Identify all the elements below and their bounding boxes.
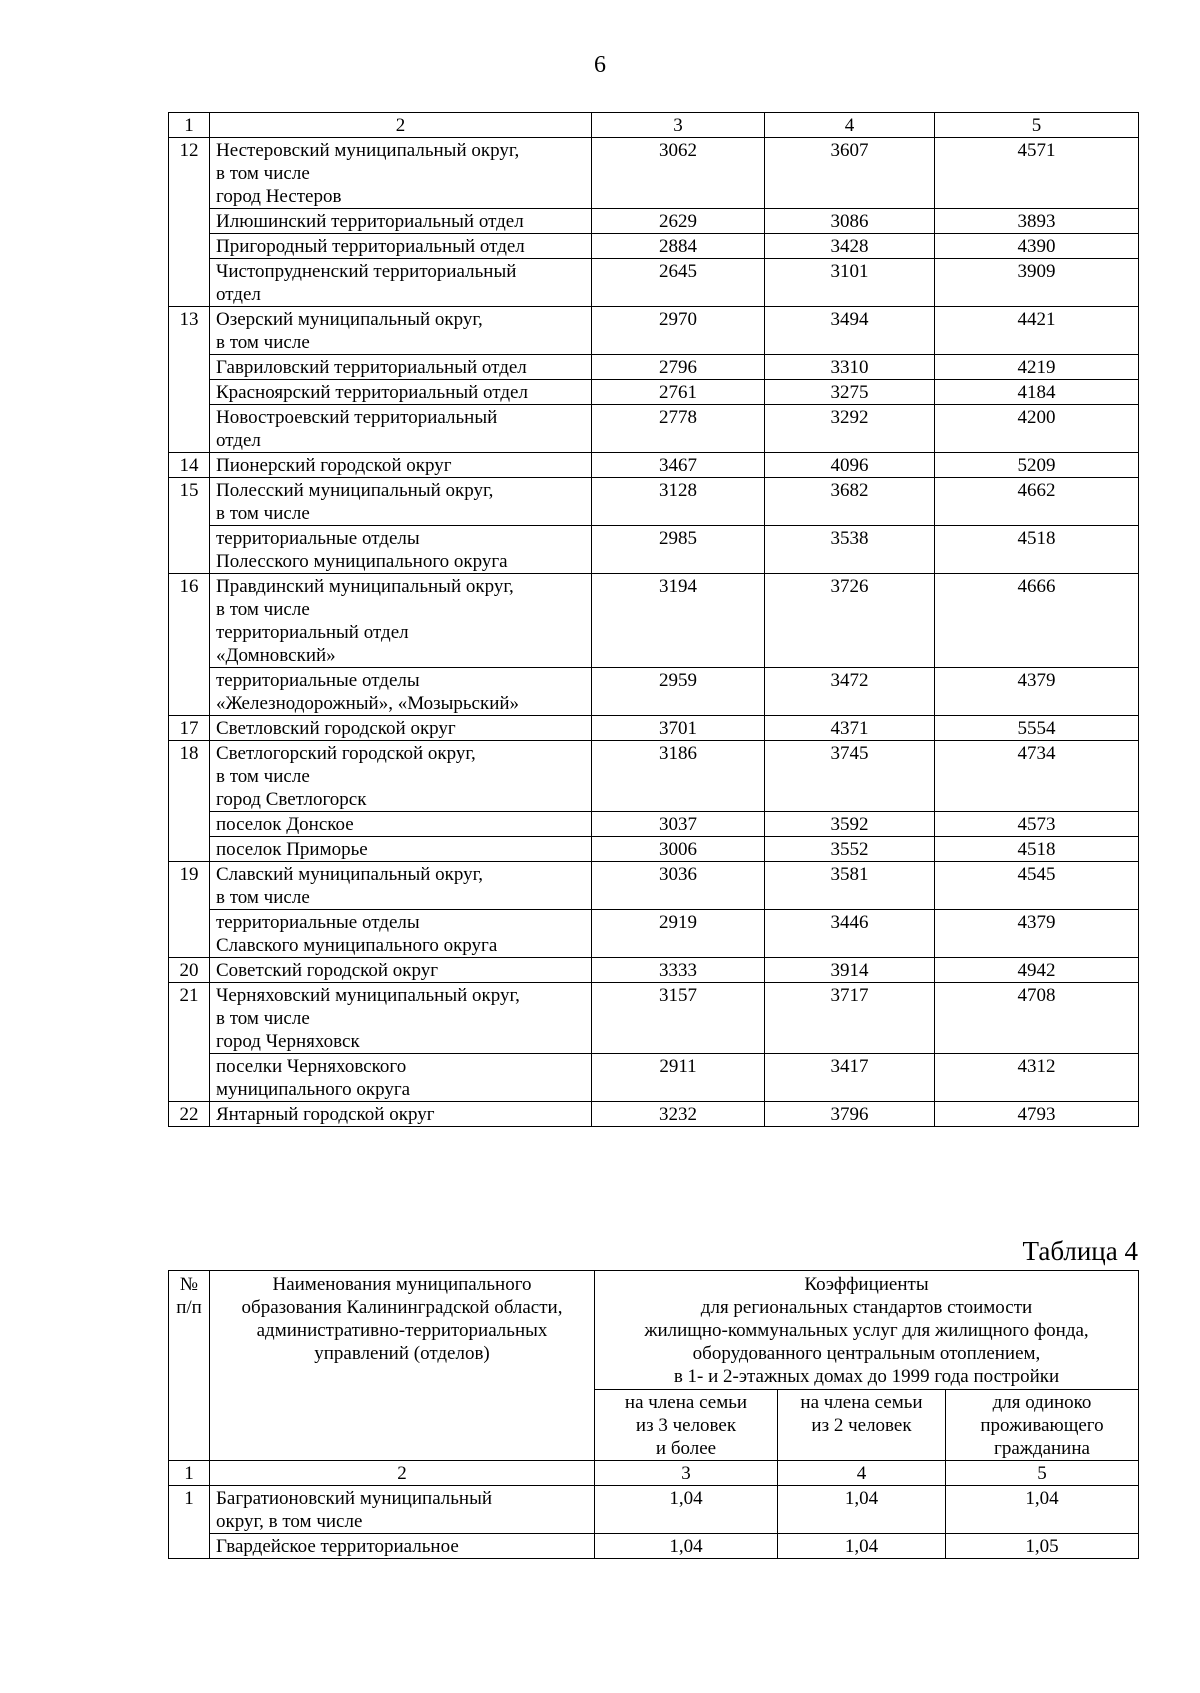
header-name: Наименования муниципального образования Калининградской области, административно-территориальных управлений (отделов) xyxy=(210,1271,595,1461)
table-row xyxy=(169,812,1139,837)
header-single: для одиноко проживающего гражданина xyxy=(946,1390,1139,1461)
row-value-4: 3607 xyxy=(765,138,935,209)
row-name: поселок Донское xyxy=(210,812,592,837)
tariff-table xyxy=(168,112,1139,1127)
table-row xyxy=(169,1102,1139,1127)
row-number: 1 xyxy=(169,1486,210,1559)
row-value-3: 3701 xyxy=(592,716,765,741)
row-value-4: 3101 xyxy=(765,259,935,307)
row-value-4: 1,04 xyxy=(778,1534,946,1559)
col-number-2: 2 xyxy=(210,113,592,138)
row-value-3: 3467 xyxy=(592,453,765,478)
row-name: Гавриловский территориальный отдел xyxy=(210,355,592,380)
row-value-3: 2629 xyxy=(592,209,765,234)
row-value-4: 3275 xyxy=(765,380,935,405)
table-row xyxy=(169,668,1139,716)
col-number-3: 3 xyxy=(592,113,765,138)
row-value-5: 4184 xyxy=(935,380,1139,405)
row-value-5: 4734 xyxy=(935,741,1139,812)
row-name: территориальные отделы «Железнодорожный», «Мозырьский» xyxy=(210,668,592,716)
row-value-3: 2985 xyxy=(592,526,765,574)
page-number: 6 xyxy=(594,52,606,78)
row-value-4: 1,04 xyxy=(778,1486,946,1534)
col-number-5: 5 xyxy=(946,1461,1139,1486)
row-name: Нестеровский муниципальный округ, в том числе город Нестеров xyxy=(210,138,592,209)
row-value-5: 4793 xyxy=(935,1102,1139,1127)
row-name: Чистопрудненский территориальный отдел xyxy=(210,259,592,307)
row-value-5: 4573 xyxy=(935,812,1139,837)
row-number: 22 xyxy=(169,1102,210,1127)
row-value-3: 2970 xyxy=(592,307,765,355)
table-row xyxy=(169,355,1139,380)
row-value-5: 4666 xyxy=(935,574,1139,668)
table-row xyxy=(169,1054,1139,1102)
row-value-3: 1,04 xyxy=(595,1534,778,1559)
row-value-4: 3310 xyxy=(765,355,935,380)
row-value-5: 4219 xyxy=(935,355,1139,380)
row-value-4: 4371 xyxy=(765,716,935,741)
table-4-title: Таблица 4 xyxy=(1022,1236,1138,1266)
row-name: Пригородный территориальный отдел xyxy=(210,234,592,259)
col-number-1: 1 xyxy=(169,1461,210,1486)
col-number-4: 4 xyxy=(765,113,935,138)
col-number-3: 3 xyxy=(595,1461,778,1486)
row-value-5: 4518 xyxy=(935,837,1139,862)
row-value-5: 4379 xyxy=(935,668,1139,716)
row-value-4: 3581 xyxy=(765,862,935,910)
table-row xyxy=(169,234,1139,259)
row-value-3: 2796 xyxy=(592,355,765,380)
row-value-3: 3006 xyxy=(592,837,765,862)
row-name: Славский муниципальный округ, в том числе xyxy=(210,862,592,910)
row-value-5: 3893 xyxy=(935,209,1139,234)
coefficient-table xyxy=(168,1270,1139,1559)
row-number: 14 xyxy=(169,453,210,478)
row-name: Янтарный городской округ xyxy=(210,1102,592,1127)
row-value-5: 4200 xyxy=(935,405,1139,453)
row-value-4: 3745 xyxy=(765,741,935,812)
table-row xyxy=(169,138,1139,209)
table-row xyxy=(169,405,1139,453)
row-value-5: 4518 xyxy=(935,526,1139,574)
row-value-3: 3194 xyxy=(592,574,765,668)
row-value-5: 4545 xyxy=(935,862,1139,910)
row-name: Озерский муниципальный округ, в том числе xyxy=(210,307,592,355)
row-value-5: 5209 xyxy=(935,453,1139,478)
row-value-3: 2919 xyxy=(592,910,765,958)
row-value-4: 3717 xyxy=(765,983,935,1054)
col-number-1: 1 xyxy=(169,113,210,138)
table-row xyxy=(169,958,1139,983)
row-value-3: 2645 xyxy=(592,259,765,307)
col-number-2: 2 xyxy=(210,1461,595,1486)
row-value-5: 4312 xyxy=(935,1054,1139,1102)
row-value-3: 2884 xyxy=(592,234,765,259)
row-value-4: 3796 xyxy=(765,1102,935,1127)
col-number-5: 5 xyxy=(935,113,1139,138)
table-row xyxy=(169,526,1139,574)
table-row xyxy=(169,307,1139,355)
row-value-4: 3538 xyxy=(765,526,935,574)
row-value-4: 3472 xyxy=(765,668,935,716)
row-value-4: 3726 xyxy=(765,574,935,668)
row-value-4: 3292 xyxy=(765,405,935,453)
table-row xyxy=(169,1486,1139,1534)
table-row xyxy=(169,259,1139,307)
row-name: Багратионовский муниципальный округ, в том числе xyxy=(210,1486,595,1534)
table-row xyxy=(169,910,1139,958)
row-value-4: 3682 xyxy=(765,478,935,526)
table-row xyxy=(169,380,1139,405)
table-row xyxy=(169,716,1139,741)
row-value-5: 4571 xyxy=(935,138,1139,209)
row-name: Советский городской округ xyxy=(210,958,592,983)
row-name: территориальные отделы Славского муниципального округа xyxy=(210,910,592,958)
row-name: Илюшинский территориальный отдел xyxy=(210,209,592,234)
row-name: поселки Черняховского муниципального округа xyxy=(210,1054,592,1102)
header-coefficients: Коэффициенты для региональных стандартов стоимости жилищно-коммунальных услуг для жилищного фонда, оборудованного центральным отоплением, в 1- и 2-этажных домах до 1999 года постройки xyxy=(595,1271,1139,1390)
table-row xyxy=(169,478,1139,526)
row-value-4: 3914 xyxy=(765,958,935,983)
row-value-3: 3186 xyxy=(592,741,765,812)
row-value-3: 3062 xyxy=(592,138,765,209)
table-row xyxy=(169,574,1139,668)
header-row xyxy=(169,1271,1139,1390)
row-number: 13 xyxy=(169,307,210,453)
row-value-5: 4942 xyxy=(935,958,1139,983)
header-number: № п/п xyxy=(169,1271,210,1461)
column-number-row xyxy=(169,1461,1139,1486)
row-value-5: 1,05 xyxy=(946,1534,1139,1559)
row-value-5: 4390 xyxy=(935,234,1139,259)
header-family-3: на члена семьи из 3 человек и более xyxy=(595,1390,778,1461)
row-value-4: 3417 xyxy=(765,1054,935,1102)
row-value-5: 4379 xyxy=(935,910,1139,958)
column-number-row xyxy=(169,113,1139,138)
row-number: 12 xyxy=(169,138,210,307)
row-value-4: 3494 xyxy=(765,307,935,355)
header-family-2: на члена семьи из 2 человек xyxy=(778,1390,946,1461)
row-name: Гвардейское территориальное xyxy=(210,1534,595,1559)
row-value-5: 4421 xyxy=(935,307,1139,355)
row-value-3: 3128 xyxy=(592,478,765,526)
row-value-4: 4096 xyxy=(765,453,935,478)
row-value-3: 2778 xyxy=(592,405,765,453)
table-row xyxy=(169,209,1139,234)
table-row xyxy=(169,983,1139,1054)
row-value-3: 2959 xyxy=(592,668,765,716)
row-value-3: 2911 xyxy=(592,1054,765,1102)
row-name: территориальные отделы Полесского муниципального округа xyxy=(210,526,592,574)
row-number: 15 xyxy=(169,478,210,574)
col-number-4: 4 xyxy=(778,1461,946,1486)
table-row xyxy=(169,837,1139,862)
row-name: Красноярский территориальный отдел xyxy=(210,380,592,405)
row-value-4: 3592 xyxy=(765,812,935,837)
row-number: 21 xyxy=(169,983,210,1102)
row-value-3: 3037 xyxy=(592,812,765,837)
row-value-3: 2761 xyxy=(592,380,765,405)
row-number: 19 xyxy=(169,862,210,958)
row-value-3: 1,04 xyxy=(595,1486,778,1534)
row-value-5: 5554 xyxy=(935,716,1139,741)
table-row xyxy=(169,453,1139,478)
row-value-5: 1,04 xyxy=(946,1486,1139,1534)
row-name: Черняховский муниципальный округ, в том числе город Черняховск xyxy=(210,983,592,1054)
row-value-4: 3552 xyxy=(765,837,935,862)
row-value-5: 3909 xyxy=(935,259,1139,307)
row-number: 20 xyxy=(169,958,210,983)
row-name: Новостроевский территориальный отдел xyxy=(210,405,592,453)
row-value-3: 3232 xyxy=(592,1102,765,1127)
row-value-3: 3333 xyxy=(592,958,765,983)
row-name: поселок Приморье xyxy=(210,837,592,862)
row-value-4: 3086 xyxy=(765,209,935,234)
row-value-3: 3157 xyxy=(592,983,765,1054)
row-name: Светлогорский городской округ, в том числе город Светлогорск xyxy=(210,741,592,812)
row-name: Светловский городской округ xyxy=(210,716,592,741)
row-name: Полесский муниципальный округ, в том числе xyxy=(210,478,592,526)
row-number: 17 xyxy=(169,716,210,741)
row-number: 18 xyxy=(169,741,210,862)
table-row xyxy=(169,741,1139,812)
row-name: Пионерский городской округ xyxy=(210,453,592,478)
row-name: Правдинский муниципальный округ, в том числе территориальный отдел «Домновский» xyxy=(210,574,592,668)
row-number: 16 xyxy=(169,574,210,716)
row-value-4: 3446 xyxy=(765,910,935,958)
table-row xyxy=(169,862,1139,910)
row-value-5: 4662 xyxy=(935,478,1139,526)
table-row xyxy=(169,1534,1139,1559)
row-value-4: 3428 xyxy=(765,234,935,259)
row-value-5: 4708 xyxy=(935,983,1139,1054)
row-value-3: 3036 xyxy=(592,862,765,910)
